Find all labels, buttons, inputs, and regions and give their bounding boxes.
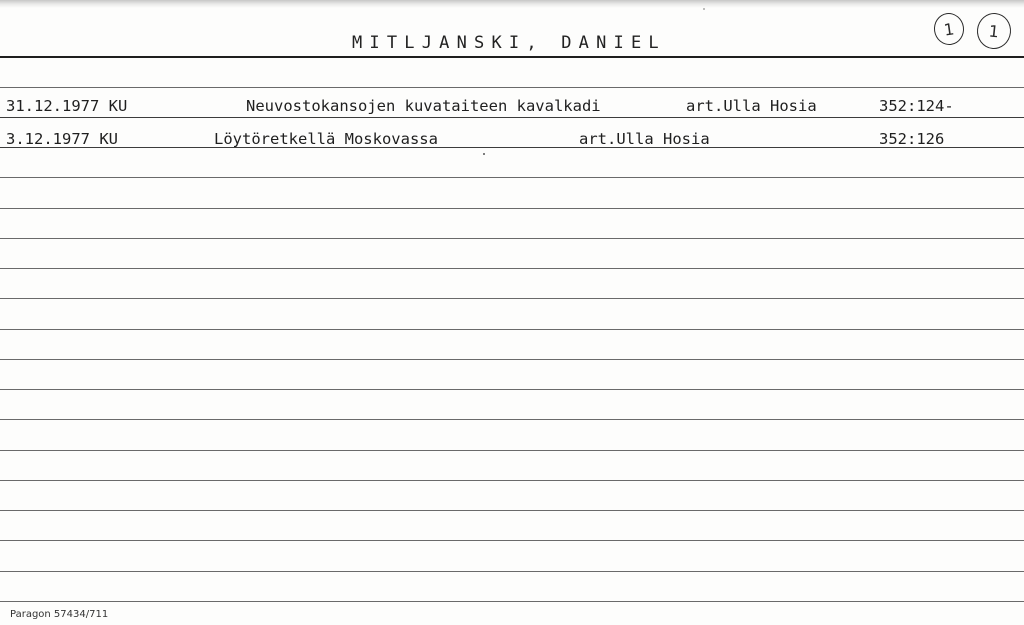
- ruled-line: [0, 117, 1024, 118]
- ruled-line: [0, 480, 1024, 481]
- ink-speck: [483, 153, 485, 155]
- entry-2-date: 3.12.1977 KU: [6, 130, 118, 148]
- circled-mark-1-text: 1: [942, 18, 956, 40]
- circled-mark-2-text: 1: [987, 21, 1001, 41]
- circled-mark-1: [932, 11, 966, 47]
- ruled-line: [0, 510, 1024, 511]
- scan-edge-shadow: [0, 0, 1024, 8]
- ruled-line: [0, 147, 1024, 148]
- card-title: MITLJANSKI, DANIEL: [352, 33, 666, 53]
- ruled-line: [0, 540, 1024, 541]
- ruled-line: [0, 601, 1024, 602]
- entry-2-reference: 352:126: [879, 130, 945, 148]
- ruled-line: [0, 419, 1024, 420]
- ruled-line: [0, 450, 1024, 451]
- header-rule: [0, 56, 1024, 58]
- ruled-line: [0, 208, 1024, 209]
- entry-1-title: Neuvostokansojen kuvataiteen kavalkadi: [246, 97, 601, 115]
- circled-mark-2: [975, 11, 1013, 50]
- ruled-line: [0, 238, 1024, 239]
- ruled-line: [0, 359, 1024, 360]
- entry-1-reference: 352:124-: [879, 97, 954, 115]
- entry-2-author: art.Ulla Hosia: [579, 130, 710, 148]
- ruled-line: [0, 571, 1024, 572]
- ink-speck: [703, 8, 705, 10]
- ruled-line: [0, 268, 1024, 269]
- ruled-line: [0, 389, 1024, 390]
- entry-2-title: Löytöretkellä Moskovassa: [214, 130, 438, 148]
- entry-1-date: 31.12.1977 KU: [6, 97, 128, 115]
- entry-1-author: art.Ulla Hosia: [686, 97, 817, 115]
- ruled-line: [0, 177, 1024, 178]
- card-footer-imprint: Paragon 57434/711: [10, 609, 109, 620]
- ruled-line: [0, 87, 1024, 88]
- ruled-line: [0, 298, 1024, 299]
- ruled-line: [0, 329, 1024, 330]
